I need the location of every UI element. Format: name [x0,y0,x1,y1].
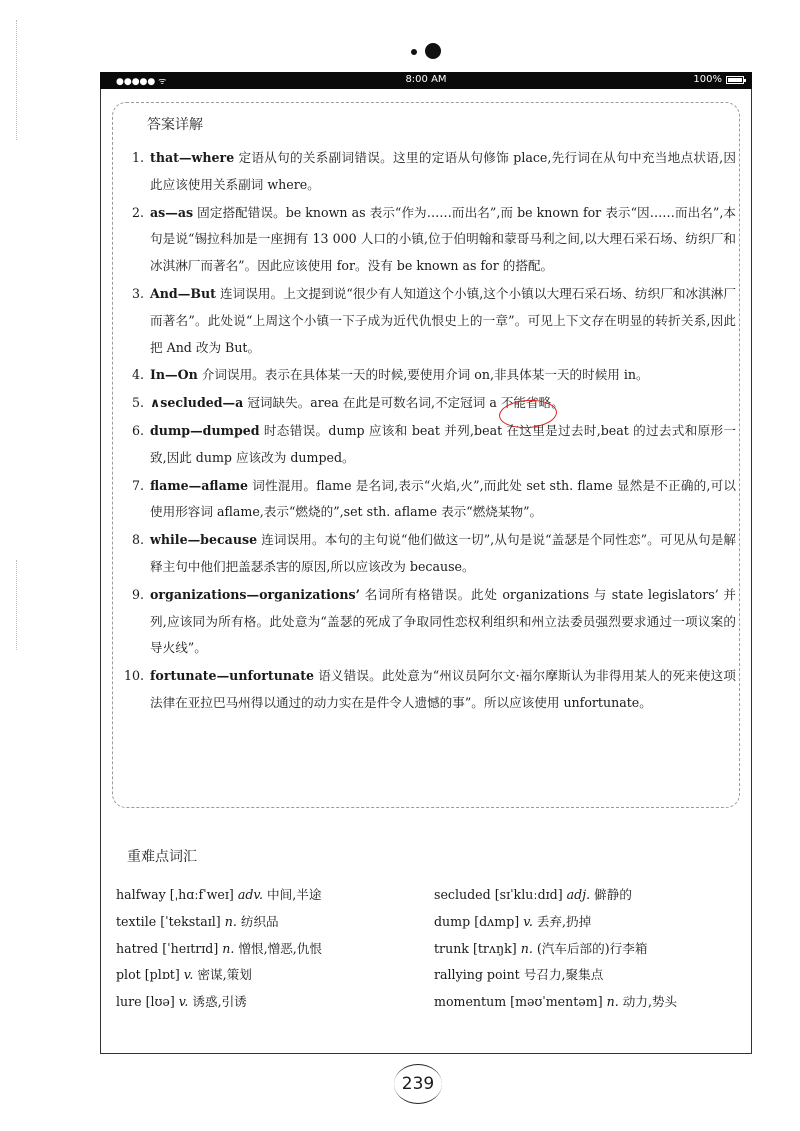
answer-number: 10. [123,668,144,684]
vocab-phonetic: [məʊˈmentəm] [506,994,607,1010]
vocab-word: lure [116,994,142,1010]
vocab-phonetic: [ˌhɑːfˈweɪ] [165,887,238,902]
page-indicator-dots [0,42,800,62]
answer-body [150,145,736,199]
battery-indicator [693,74,744,85]
answer-explanation: 连词误用。本句的主句说“他们做这一切”,从句是说“盖瑟是个同性恋”。可见从句是解释主句中他们把盖瑟杀害的原因,所以应该改为 because。 [150,532,736,574]
answer-key: dump—dumped [150,422,260,438]
vocab-entry [434,962,734,989]
vocab-pos: n. [520,940,533,956]
vocab-word: dump [434,913,471,929]
vocab-pos: v. [183,967,194,983]
answer-number: 2. [131,204,144,220]
answer-explanation: 名词所有格错误。此处 organizations 与 state legislators’ 并列,应该同为所有格。此处意为“盖瑟的死成了争取同性恋权利组织和州立法委员强烈要求通过一项议案的导火线”。 [150,586,736,656]
answer-number: 4. [131,367,144,383]
vocab-entry [116,989,416,1016]
vocab-word: rallying point [434,967,520,983]
answer-body [150,473,736,527]
vocab-word: plot [116,967,141,983]
vocab-word: hatred [116,940,159,956]
scan-edge-mark [16,560,18,650]
vocab-phonetic: [plɒt] [140,967,184,983]
answer-number: 6. [131,422,144,438]
answer-body [150,362,736,389]
vocab-entry [116,962,416,989]
answer-body [150,200,736,280]
answer-key: organizations—organizations’ [150,586,360,602]
answer-number: 1. [131,150,144,165]
answer-number: 7. [131,477,144,493]
answer-explanation: 连词误用。上文提到说“很少有人知道这个小镇,这个小镇以大理石采石场、纺织厂和冰淇淋厂而著名”。此处说“上周这个小镇一下子成为近代仇恨史上的一章”。可见上下文存在明显的转折关系,因此把 And 改为 But。 [150,285,736,355]
answer-number: 3. [131,285,144,301]
answer-item [122,582,736,662]
vocab-pos: v. [178,994,189,1010]
section-title: 答案详解 [147,117,203,133]
vocab-phonetic: [dʌmp] [470,913,524,929]
scan-edge-mark [16,20,18,140]
answer-item [122,200,736,280]
answer-key: fortunate—unfortunate [150,668,315,684]
answer-list [122,145,736,718]
vocab-phonetic: [sɪˈkluːdɪd] [490,887,567,902]
answer-explanation: 语义错误。此处意为“州议员阿尔文·福尔摩斯认为非得用某人的死来使这项法律在亚拉巴马州得以通过的动力实在是件令人遗憾的事”。所以应该使用 unfortunate。 [150,668,736,710]
page-dot-active [425,43,441,59]
page-dot-inactive [411,49,417,55]
answer-body [150,390,736,417]
answer-explanation: 固定搭配错误。be known as 表示“作为……而出名”,而 be known for 表示“因……而出名”,本句是说“锡拉科加是一座拥有 13 000 人口的小镇,位于伯明翰和蒙哥马利之间,以大理石采石场、纺织厂和冰淇淋厂而著名”。因此应该使用 for。没有 be known as for 的搭配。 [150,204,736,274]
vocab-meaning: 纺织品 [236,913,279,929]
answer-key: flame—aflame [150,477,249,493]
vocab-word: secluded [434,887,491,902]
answer-key: In—On [150,367,198,383]
vocab-pos: adj. [566,887,591,902]
answer-key: And—But [150,285,216,301]
vocab-entry [116,909,416,936]
vocab-entry [434,989,734,1016]
answer-explanation: 冠词缺失。area 在此是可数名词,不定冠词 a 不能省略。 [243,395,564,411]
vocab-entry [434,909,734,936]
battery-percent: 100% [693,74,722,85]
vocab-meaning: (汽车后部的)行李箱 [532,940,648,956]
answer-explanation: 时态错误。dump 应该和 beat 并列,beat 在这里是过去时,beat 的过去式和原形一致,因此 dump 应该改为 dumped。 [150,422,736,465]
answer-key: ∧secluded—a [150,395,244,411]
vocab-entry [434,882,734,909]
vocab-phonetic: [ˈtekstaɪl] [156,913,225,929]
answer-key: as—as [150,204,194,220]
answer-key: that—where [150,150,235,165]
answer-explanation: 定语从句的关系副词错误。这里的定语从句修饰 place,先行词在从句中充当地点状语,因此应该使用关系副词 where。 [150,150,736,192]
answer-body [150,418,736,472]
battery-icon [726,76,744,84]
answer-number: 8. [131,532,144,548]
answer-number: 5. [131,395,144,411]
answer-body [150,582,736,662]
answer-item [122,663,736,717]
vocab-entry [116,882,416,909]
vocab-word: textile [116,913,157,929]
vocab-meaning: 诱惑,引诱 [188,994,247,1010]
answer-item [122,473,736,527]
answer-item [122,527,736,581]
answer-number: 9. [131,586,144,602]
vocab-pos: n. [606,994,619,1010]
answer-item [122,362,736,389]
answer-body [150,663,736,717]
answer-body [150,527,736,581]
vocab-meaning: 密谋,策划 [193,967,252,983]
vocab-phonetic: [ˈheɪtrɪd] [158,940,223,956]
answer-explanation: 介词误用。表示在具体某一天的时候,要使用介词 on,非具体某一天的时候用 in。 [197,367,649,383]
vocab-pos: n. [222,940,235,956]
vocab-meaning: 僻静的 [590,887,632,902]
page-number: 239 [394,1064,442,1104]
answer-item [122,281,736,361]
answer-item [122,145,736,199]
vocab-word: halfway [116,887,166,902]
vocab-word: momentum [434,994,507,1010]
vocab-pos: adv. [237,887,264,902]
answer-key: while—because [150,532,258,548]
vocab-phonetic: [lʊə] [141,994,179,1010]
vocab-list-left [116,882,416,1016]
status-time: 8:00 AM [405,74,447,85]
vocab-meaning: 号召力,聚集点 [523,967,604,983]
answer-body [150,281,736,361]
vocab-pos: n. [224,913,237,929]
vocab-entry [116,936,416,963]
answer-item [122,418,736,472]
answer-explanation: 词性混用。flame 是名词,表示“火焰,火”,而此处 set sth. flame 显然是不正确的,可以使用形容词 aflame,表示“燃烧的”,set sth. aflame 表示“燃烧某物”。 [150,477,736,520]
vocab-word: trunk [434,940,469,956]
vocab-meaning: 中间,半途 [263,887,322,902]
vocab-list-right [434,882,734,1016]
status-bar [100,72,752,89]
vocab-meaning: 憎恨,憎恶,仇恨 [234,940,322,956]
vocab-pos: v. [523,913,533,929]
vocab-entry [434,936,734,963]
answer-item [122,390,736,417]
vocab-phonetic: [trʌŋk] [468,940,521,956]
signal-wifi-icon: ●●●●● ᯤ [116,77,167,87]
vocab-meaning: 丢弃,扔掉 [532,913,592,929]
vocab-title: 重难点词汇 [127,849,197,865]
vocab-meaning: 动力,势头 [618,994,678,1010]
